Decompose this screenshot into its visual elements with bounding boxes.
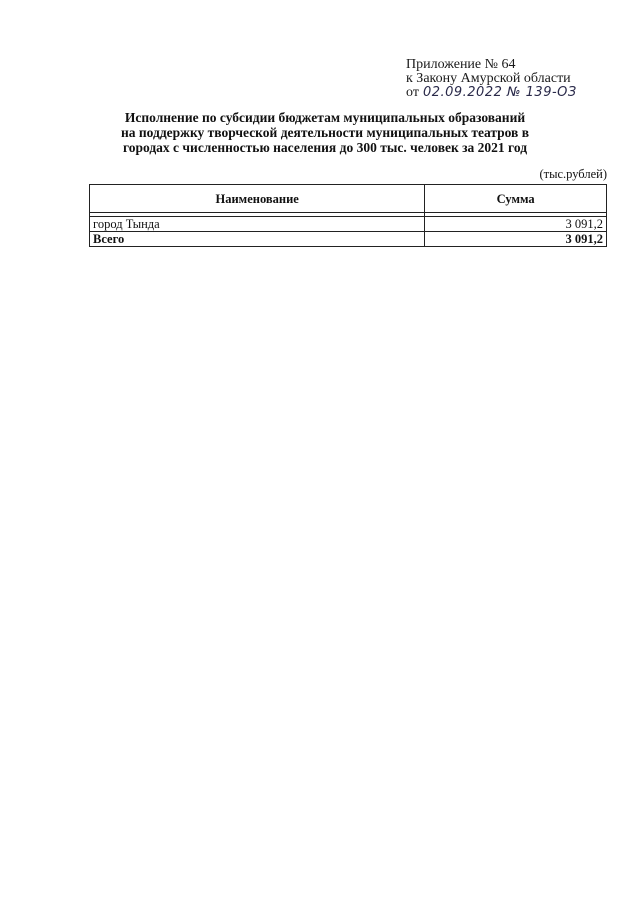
handwritten-date-number: 02.09.2022 № 139-ОЗ	[422, 85, 577, 100]
title-line-2: на поддержку творческой деятельности муниципальных театров в	[120, 125, 530, 140]
title-line-3: городах с численностью населения до 300 тыс. человек за 2021 год	[122, 140, 528, 155]
title-line-1: Исполнение по субсидии бюджетам муниципальных образований	[124, 110, 526, 125]
total-sum: 3 091,2	[425, 232, 607, 247]
appendix-number: Приложение № 64	[406, 57, 516, 72]
total-name: Всего	[90, 232, 425, 247]
table-header-row	[90, 185, 607, 213]
document-title	[90, 110, 560, 155]
row-name: город Тында	[90, 217, 425, 232]
appendix-block	[406, 58, 577, 100]
units-label: (тыс.рублей)	[539, 167, 607, 181]
appendix-date-line	[406, 86, 577, 100]
appendix-from-label: от	[406, 85, 419, 100]
header-sum: Сумма	[425, 185, 607, 213]
appendix-law-reference: к Закону Амурской области	[406, 71, 571, 86]
header-name: Наименование	[90, 185, 425, 213]
budget-table	[89, 184, 607, 247]
table-total-row	[90, 232, 607, 247]
row-sum: 3 091,2	[425, 217, 607, 232]
table-row	[90, 217, 607, 232]
